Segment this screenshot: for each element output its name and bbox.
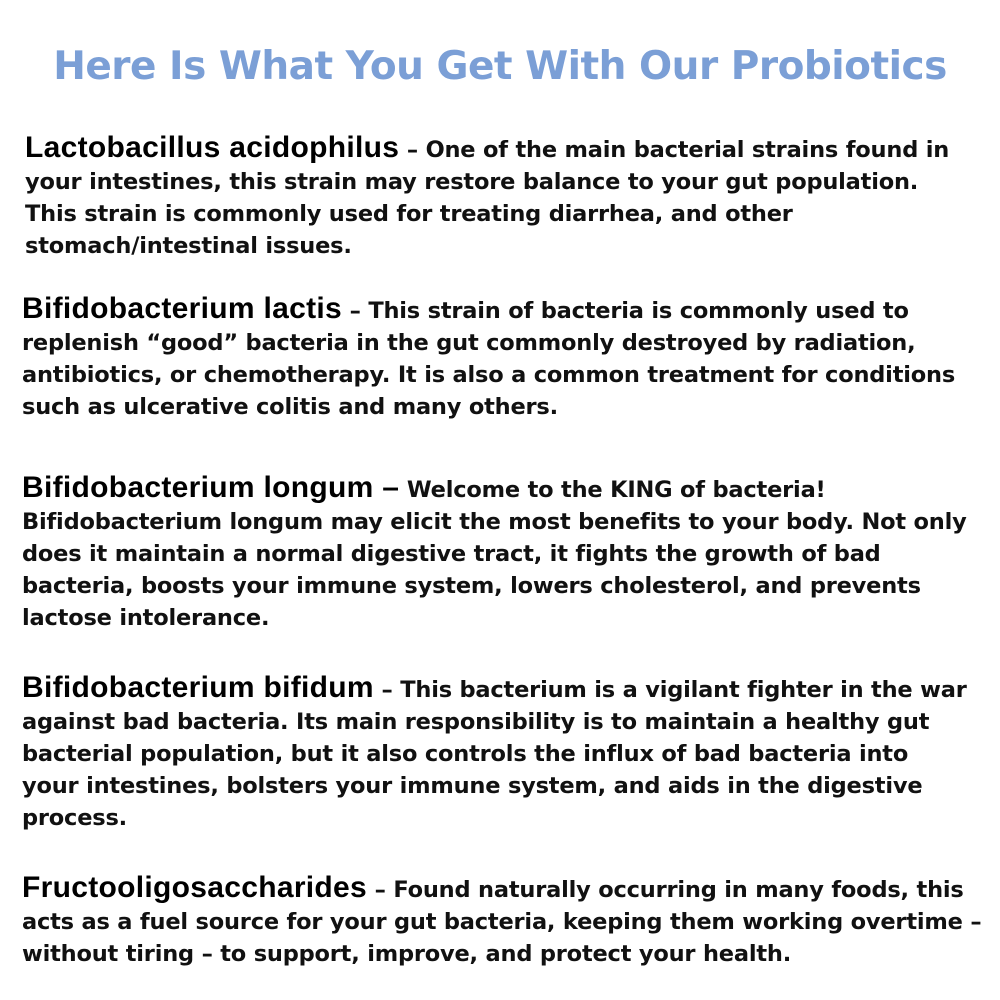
entry-term: Bifidobacterium bifidum xyxy=(22,671,374,704)
page-title: Here Is What You Get With Our Probiotics xyxy=(53,44,947,89)
entry-description: Welcome to the KING of bacteria! Bifidobacterium longum may elicit the most benefits to your body. Not only does it maintain a normal digestive tract, it fights the growth of bad bacteria, boosts your immune system, lowers cholesterol, and prevents lactose intolerance. xyxy=(22,477,967,631)
entry-term: Lactobacillus acidophilus xyxy=(25,131,400,164)
probiotic-entry-bifidum xyxy=(22,672,972,834)
entry-description: – Found naturally occurring in many foods, this acts as a fuel source for your gut bacteria, keeping them working overtime – without tiring – to support, improve, and protect your health. xyxy=(22,877,982,967)
probiotic-entry-longum xyxy=(22,472,972,634)
entry-term: Fructooligosaccharides xyxy=(22,871,368,904)
entry-term: Bifidobacterium longum – xyxy=(22,471,400,504)
probiotic-entry-fructooligosaccharides xyxy=(22,872,982,970)
entry-description: – This strain of bacteria is commonly used to replenish “good” bacteria in the gut commonly destroyed by radiation, antibiotics, or chemotherapy. It is also a common treatment for conditions such as ulcerative colitis and many others. xyxy=(22,298,956,420)
entry-description: – This bacterium is a vigilant fighter in the war against bad bacteria. Its main responsibility is to maintain a healthy gut bacterial population, but it also controls the influx of bad bacteria into your intestines, bolsters your immune system, and aids in the digestive process. xyxy=(22,677,967,831)
entry-description: – One of the main bacterial strains found in your intestines, this strain may restore balance to your gut population. This strain is commonly used for treating diarrhea, and other stomach/intestinal issues. xyxy=(25,137,950,259)
probiotic-entry-lactis xyxy=(22,293,982,423)
probiotic-entry-acidophilus xyxy=(25,132,955,262)
entry-term: Bifidobacterium lactis xyxy=(22,292,343,325)
